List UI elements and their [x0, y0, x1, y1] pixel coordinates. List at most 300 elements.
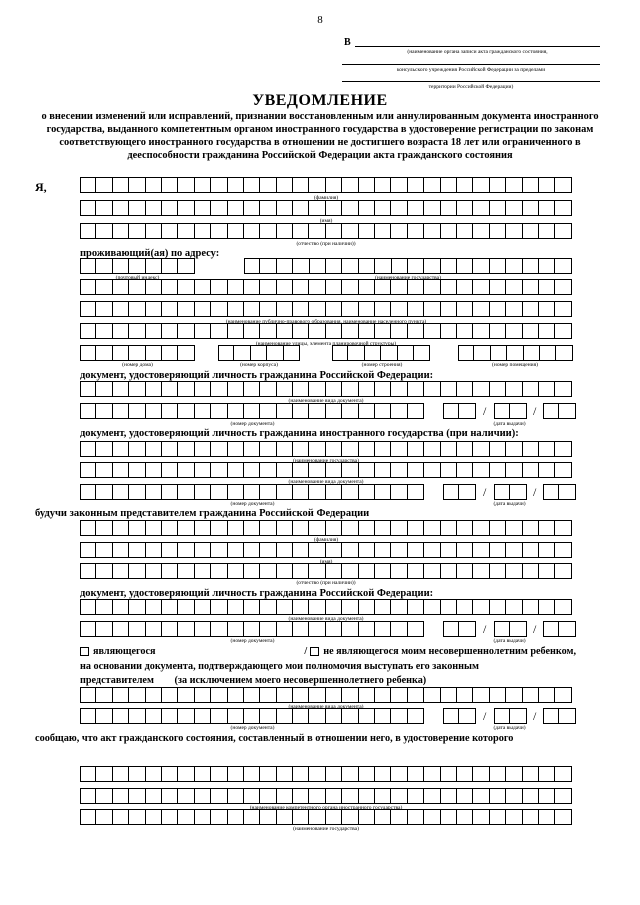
char-box[interactable] [195, 621, 211, 637]
char-box[interactable] [129, 766, 145, 782]
char-box[interactable] [342, 200, 358, 216]
char-box[interactable] [506, 809, 522, 825]
char-box[interactable] [506, 687, 522, 703]
char-box[interactable] [96, 708, 112, 724]
char-box[interactable] [211, 279, 227, 295]
char-box[interactable] [506, 520, 522, 536]
foreign-state-grid[interactable] [80, 441, 572, 457]
char-box[interactable] [359, 441, 375, 457]
char-box[interactable] [490, 381, 506, 397]
char-box[interactable] [408, 258, 424, 274]
char-box[interactable] [284, 345, 300, 361]
char-box[interactable] [178, 766, 194, 782]
char-box[interactable] [326, 381, 342, 397]
char-box[interactable] [260, 542, 276, 558]
char-box[interactable] [506, 177, 522, 193]
char-box[interactable] [80, 621, 96, 637]
char-box[interactable] [473, 223, 489, 239]
char-box[interactable] [309, 687, 325, 703]
char-box[interactable] [457, 223, 473, 239]
char-box[interactable] [244, 766, 260, 782]
char-box[interactable] [490, 223, 506, 239]
child-doc-date-day[interactable] [443, 621, 476, 637]
char-box[interactable] [490, 177, 506, 193]
char-box[interactable] [457, 177, 473, 193]
char-box[interactable] [244, 520, 260, 536]
char-box[interactable] [424, 766, 440, 782]
char-box[interactable] [408, 441, 424, 457]
char-box[interactable] [178, 301, 194, 317]
char-box[interactable] [342, 484, 358, 500]
char-box[interactable] [555, 542, 571, 558]
char-box[interactable] [113, 621, 129, 637]
is-not-option[interactable]: / не являющегося моим несовершеннолетним ребенком, [304, 646, 576, 657]
char-box[interactable] [408, 766, 424, 782]
char-box[interactable] [293, 599, 309, 615]
char-box[interactable] [523, 279, 539, 295]
char-box[interactable] [441, 381, 457, 397]
char-box[interactable] [391, 542, 407, 558]
char-box[interactable] [195, 403, 211, 419]
char-box[interactable] [494, 484, 510, 500]
char-box[interactable] [342, 766, 358, 782]
char-box[interactable] [96, 520, 112, 536]
char-box[interactable] [424, 687, 440, 703]
char-box[interactable] [96, 381, 112, 397]
child-doc-date-month[interactable] [494, 621, 527, 637]
char-box[interactable] [228, 323, 244, 339]
char-box[interactable] [326, 279, 342, 295]
char-box[interactable] [244, 301, 260, 317]
char-box[interactable] [309, 788, 325, 804]
char-box[interactable] [211, 708, 227, 724]
char-box[interactable] [391, 484, 407, 500]
char-box[interactable] [146, 621, 162, 637]
char-box[interactable] [523, 301, 539, 317]
char-box[interactable] [293, 403, 309, 419]
char-box[interactable] [211, 177, 227, 193]
char-box[interactable] [293, 381, 309, 397]
char-box[interactable] [162, 441, 178, 457]
char-box[interactable] [80, 766, 96, 782]
char-box[interactable] [441, 542, 457, 558]
char-box[interactable] [211, 323, 227, 339]
char-box[interactable] [244, 323, 260, 339]
char-box[interactable] [457, 563, 473, 579]
char-box[interactable] [506, 301, 522, 317]
char-box[interactable] [326, 542, 342, 558]
char-box[interactable] [342, 520, 358, 536]
char-box[interactable] [113, 766, 129, 782]
char-box[interactable] [80, 687, 96, 703]
char-box[interactable] [414, 345, 430, 361]
char-box[interactable] [506, 323, 522, 339]
char-box[interactable] [96, 788, 112, 804]
char-box[interactable] [408, 809, 424, 825]
char-box[interactable] [555, 223, 571, 239]
char-box[interactable] [293, 441, 309, 457]
char-box[interactable] [162, 200, 178, 216]
char-box[interactable] [408, 462, 424, 478]
char-box[interactable] [234, 345, 250, 361]
char-box[interactable] [113, 484, 129, 500]
char-box[interactable] [473, 462, 489, 478]
char-box[interactable] [113, 687, 129, 703]
char-box[interactable] [510, 621, 526, 637]
char-box[interactable] [277, 687, 293, 703]
char-box[interactable] [228, 223, 244, 239]
char-box[interactable] [326, 177, 342, 193]
char-box[interactable] [309, 462, 325, 478]
char-box[interactable] [96, 258, 112, 274]
char-box[interactable] [277, 403, 293, 419]
char-box[interactable] [523, 258, 539, 274]
char-box[interactable] [162, 766, 178, 782]
char-box[interactable] [342, 441, 358, 457]
char-box[interactable] [195, 708, 211, 724]
char-box[interactable] [96, 484, 112, 500]
char-box[interactable] [178, 200, 194, 216]
char-box[interactable] [494, 708, 510, 724]
char-box[interactable] [211, 809, 227, 825]
char-box[interactable] [391, 462, 407, 478]
char-box[interactable] [510, 484, 526, 500]
char-box[interactable] [277, 323, 293, 339]
char-box[interactable] [293, 301, 309, 317]
char-box[interactable] [365, 345, 381, 361]
char-box[interactable] [244, 403, 260, 419]
char-box[interactable] [359, 177, 375, 193]
char-box[interactable] [359, 542, 375, 558]
char-box[interactable] [457, 381, 473, 397]
char-box[interactable] [326, 323, 342, 339]
char-box[interactable] [490, 809, 506, 825]
char-box[interactable] [228, 441, 244, 457]
char-box[interactable] [260, 462, 276, 478]
char-box[interactable] [129, 542, 145, 558]
char-box[interactable] [195, 177, 211, 193]
char-box[interactable] [342, 403, 358, 419]
char-box[interactable] [260, 484, 276, 500]
char-box[interactable] [408, 403, 424, 419]
char-box[interactable] [457, 599, 473, 615]
authority-state-grid[interactable] [80, 809, 572, 825]
char-box[interactable] [80, 200, 96, 216]
char-box[interactable] [277, 223, 293, 239]
char-box[interactable] [326, 687, 342, 703]
char-box[interactable] [539, 223, 555, 239]
char-box[interactable] [293, 200, 309, 216]
char-box[interactable] [473, 279, 489, 295]
char-box[interactable] [375, 200, 391, 216]
char-box[interactable] [178, 687, 194, 703]
char-box[interactable] [146, 788, 162, 804]
char-box[interactable] [277, 200, 293, 216]
char-box[interactable] [473, 563, 489, 579]
char-box[interactable] [539, 441, 555, 457]
char-box[interactable] [490, 441, 506, 457]
char-box[interactable] [293, 542, 309, 558]
char-box[interactable] [342, 301, 358, 317]
char-box[interactable] [539, 177, 555, 193]
char-box[interactable] [539, 258, 555, 274]
char-box[interactable] [129, 441, 145, 457]
char-box[interactable] [490, 258, 506, 274]
char-box[interactable] [342, 323, 358, 339]
char-box[interactable] [457, 279, 473, 295]
char-box[interactable] [326, 441, 342, 457]
basis-doc-type-grid[interactable] [80, 687, 572, 703]
char-box[interactable] [293, 177, 309, 193]
char-box[interactable] [309, 563, 325, 579]
char-box[interactable] [555, 520, 571, 536]
char-box[interactable] [178, 177, 194, 193]
checkbox-is-not[interactable] [310, 647, 319, 656]
char-box[interactable] [408, 484, 424, 500]
char-box[interactable] [506, 381, 522, 397]
char-box[interactable] [375, 599, 391, 615]
char-box[interactable] [523, 542, 539, 558]
char-box[interactable] [375, 177, 391, 193]
char-box[interactable] [96, 563, 112, 579]
char-box[interactable] [178, 563, 194, 579]
char-box[interactable] [408, 279, 424, 295]
postcode-grid[interactable] [80, 258, 195, 274]
char-box[interactable] [96, 323, 112, 339]
char-box[interactable] [260, 441, 276, 457]
char-box[interactable] [457, 323, 473, 339]
char-box[interactable] [293, 323, 309, 339]
is-option[interactable]: являющегося [80, 645, 156, 658]
char-box[interactable] [391, 301, 407, 317]
char-box[interactable] [211, 542, 227, 558]
char-box[interactable] [96, 301, 112, 317]
char-box[interactable] [342, 708, 358, 724]
char-box[interactable] [244, 542, 260, 558]
char-box[interactable] [506, 542, 522, 558]
char-box[interactable] [375, 542, 391, 558]
char-box[interactable] [359, 766, 375, 782]
char-box[interactable] [293, 621, 309, 637]
checkbox-is[interactable] [80, 647, 89, 656]
char-box[interactable] [277, 301, 293, 317]
char-box[interactable] [457, 301, 473, 317]
char-box[interactable] [342, 258, 358, 274]
char-box[interactable] [244, 223, 260, 239]
char-box[interactable] [408, 200, 424, 216]
char-box[interactable] [129, 599, 145, 615]
char-box[interactable] [113, 381, 129, 397]
char-box[interactable] [178, 345, 194, 361]
char-box[interactable] [457, 788, 473, 804]
char-box[interactable] [178, 708, 194, 724]
char-box[interactable] [490, 200, 506, 216]
char-box[interactable] [195, 484, 211, 500]
char-box[interactable] [523, 323, 539, 339]
char-box[interactable] [195, 542, 211, 558]
char-box[interactable] [326, 708, 342, 724]
char-box[interactable] [457, 542, 473, 558]
char-box[interactable] [523, 223, 539, 239]
rf-doc-date-month[interactable] [494, 403, 527, 419]
char-box[interactable] [555, 200, 571, 216]
char-box[interactable] [391, 279, 407, 295]
char-box[interactable] [260, 687, 276, 703]
char-box[interactable] [555, 766, 571, 782]
char-box[interactable] [178, 788, 194, 804]
char-box[interactable] [129, 708, 145, 724]
char-box[interactable] [441, 520, 457, 536]
char-box[interactable] [309, 542, 325, 558]
char-box[interactable] [260, 223, 276, 239]
char-box[interactable] [443, 708, 459, 724]
char-box[interactable] [211, 621, 227, 637]
char-box[interactable] [277, 258, 293, 274]
char-box[interactable] [523, 441, 539, 457]
char-box[interactable] [228, 621, 244, 637]
char-box[interactable] [559, 484, 575, 500]
char-box[interactable] [391, 200, 407, 216]
char-box[interactable] [559, 621, 575, 637]
char-box[interactable] [80, 223, 96, 239]
char-box[interactable] [424, 462, 440, 478]
child-doc-type-grid[interactable] [80, 599, 572, 615]
char-box[interactable] [113, 223, 129, 239]
char-box[interactable] [359, 279, 375, 295]
char-box[interactable] [359, 599, 375, 615]
char-box[interactable] [228, 766, 244, 782]
apartment-grid[interactable] [458, 345, 573, 361]
child-name-grid[interactable] [80, 542, 572, 558]
char-box[interactable] [473, 177, 489, 193]
char-box[interactable] [244, 177, 260, 193]
char-box[interactable] [293, 563, 309, 579]
char-box[interactable] [543, 484, 559, 500]
char-box[interactable] [375, 258, 391, 274]
char-box[interactable] [459, 484, 475, 500]
char-box[interactable] [555, 441, 571, 457]
char-box[interactable] [80, 301, 96, 317]
char-box[interactable] [408, 621, 424, 637]
char-box[interactable] [391, 323, 407, 339]
char-box[interactable] [162, 223, 178, 239]
char-box[interactable] [342, 542, 358, 558]
char-box[interactable] [375, 621, 391, 637]
char-box[interactable] [523, 177, 539, 193]
char-box[interactable] [244, 381, 260, 397]
char-box[interactable] [178, 542, 194, 558]
char-box[interactable] [326, 621, 342, 637]
char-box[interactable] [228, 520, 244, 536]
char-box[interactable] [473, 441, 489, 457]
char-box[interactable] [80, 279, 96, 295]
char-box[interactable] [342, 809, 358, 825]
char-box[interactable] [162, 520, 178, 536]
char-box[interactable] [342, 462, 358, 478]
char-box[interactable] [211, 599, 227, 615]
char-box[interactable] [228, 708, 244, 724]
char-box[interactable] [309, 200, 325, 216]
char-box[interactable] [408, 177, 424, 193]
char-box[interactable] [277, 708, 293, 724]
char-box[interactable] [443, 403, 459, 419]
char-box[interactable] [211, 381, 227, 397]
char-box[interactable] [293, 258, 309, 274]
char-box[interactable] [218, 345, 234, 361]
char-box[interactable] [559, 708, 575, 724]
char-box[interactable] [342, 381, 358, 397]
char-box[interactable] [195, 520, 211, 536]
char-box[interactable] [490, 563, 506, 579]
char-box[interactable] [359, 200, 375, 216]
char-box[interactable] [424, 279, 440, 295]
state-grid[interactable] [244, 258, 572, 274]
char-box[interactable] [506, 223, 522, 239]
char-box[interactable] [162, 462, 178, 478]
char-box[interactable] [523, 462, 539, 478]
char-box[interactable] [244, 599, 260, 615]
char-box[interactable] [474, 345, 490, 361]
char-box[interactable] [424, 323, 440, 339]
char-box[interactable] [332, 345, 348, 361]
char-box[interactable] [260, 177, 276, 193]
char-box[interactable] [359, 223, 375, 239]
char-box[interactable] [113, 542, 129, 558]
char-box[interactable] [424, 788, 440, 804]
char-box[interactable] [260, 258, 276, 274]
child-doc-number-grid[interactable] [80, 621, 424, 637]
foreign-doc-type-grid[interactable] [80, 462, 572, 478]
basis-doc-number-grid[interactable] [80, 708, 424, 724]
char-box[interactable] [359, 520, 375, 536]
char-box[interactable] [441, 258, 457, 274]
char-box[interactable] [113, 301, 129, 317]
char-box[interactable] [146, 223, 162, 239]
char-box[interactable] [80, 441, 96, 457]
char-box[interactable] [543, 621, 559, 637]
char-box[interactable] [309, 484, 325, 500]
char-box[interactable] [457, 462, 473, 478]
char-box[interactable] [555, 809, 571, 825]
char-box[interactable] [211, 403, 227, 419]
char-box[interactable] [459, 621, 475, 637]
char-box[interactable] [260, 788, 276, 804]
char-box[interactable] [539, 599, 555, 615]
char-box[interactable] [260, 403, 276, 419]
char-box[interactable] [195, 301, 211, 317]
char-box[interactable] [146, 177, 162, 193]
char-box[interactable] [441, 177, 457, 193]
char-box[interactable] [441, 599, 457, 615]
char-box[interactable] [540, 345, 556, 361]
char-box[interactable] [326, 200, 342, 216]
char-box[interactable] [510, 403, 526, 419]
char-box[interactable] [96, 766, 112, 782]
char-box[interactable] [375, 381, 391, 397]
char-box[interactable] [473, 381, 489, 397]
recipient-line-1[interactable] [355, 46, 600, 47]
char-box[interactable] [162, 403, 178, 419]
char-box[interactable] [260, 323, 276, 339]
char-box[interactable] [162, 381, 178, 397]
char-box[interactable] [424, 223, 440, 239]
char-box[interactable] [375, 403, 391, 419]
char-box[interactable] [178, 323, 194, 339]
char-box[interactable] [211, 301, 227, 317]
char-box[interactable] [490, 687, 506, 703]
char-box[interactable] [309, 708, 325, 724]
char-box[interactable] [555, 301, 571, 317]
